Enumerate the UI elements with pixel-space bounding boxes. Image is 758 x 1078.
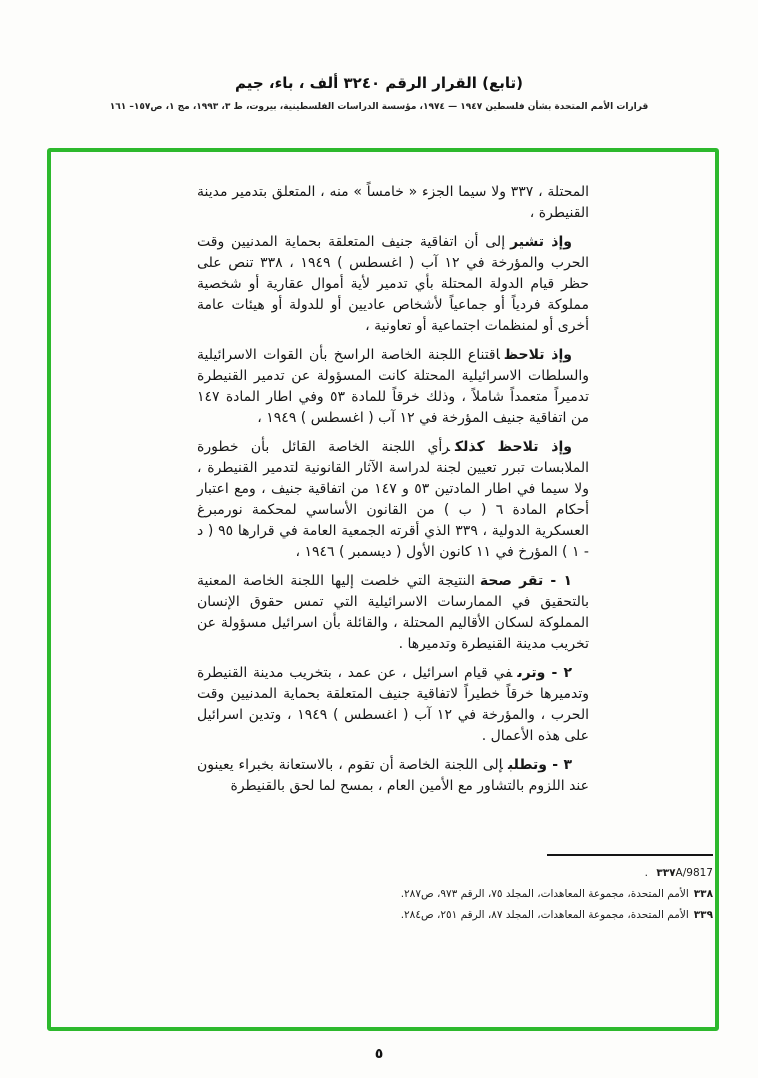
footnote-number: ٣٣٨ xyxy=(693,888,713,900)
footnote-text: الأمم المتحدة، مجموعة المعاهدات، المجلد ٧٥، الرقم ٩٧٣، ص٢٨٧. xyxy=(400,888,689,900)
paragraph-lead: وإذ تلاحظ كذلك xyxy=(455,439,572,455)
paragraph-text: النتيجة التي خلصت إليها اللجنة الخاصة المعنية بالتحقيق في الممارسات الاسرائيلية التي تمس حقوق الإنسان المملوكة لسكان الأقاليم المحتلة ، والقائلة بأن اسرائيل مسؤولة عن تخريب مدينة القنيطرة وتدميرها . xyxy=(197,573,589,652)
paragraph-lead: ٣ - وتطلب xyxy=(507,757,572,773)
resolution-text-block xyxy=(197,182,589,805)
paragraph-text: إلى أن اتفاقية جنيف المتعلقة بحماية المدنيين وقت الحرب والمؤرخة في ١٢ آب ( اغسطس ) ١٩٤٩ ، ٣٣٨ تنص على حظر قيام الدولة المحتلة بأي تدمير لأية أموال عقارية أو شخصية مملوكة فردياً أو جماعياً لأشخاص عاديين أو للدولة أو هيئات عامة أخرى أو لمنظمات اجتماعية أو تعاونية ، xyxy=(197,234,589,334)
paragraph-text: المحتلة ، ٣٣٧ ولا سيما الجزء « خامساً » منه ، المتعلق بتدمير مدينة القنيطرة ، xyxy=(197,184,589,221)
body-paragraph-numbered-2 xyxy=(197,663,589,747)
body-paragraph xyxy=(197,232,589,337)
paragraph-text: إلى اللجنة الخاصة أن تقوم ، بالاستعانة بخبراء يعينون عند اللزوم بالتشاور مع الأمين العام ، بمسح لما لحق بالقنيطرة xyxy=(197,757,589,794)
footnote-337 xyxy=(418,863,713,884)
paragraph-lead: وإذ تلاحظ xyxy=(504,347,572,363)
footnotes-block xyxy=(400,854,713,926)
document-header xyxy=(0,74,758,112)
paragraph-text: اقتناع اللجنة الخاصة الراسخ بأن القوات الاسرائيلية والسلطات الاسرائيلية المحتلة كانت المسؤولة عن تدمير القنيطرة تدميراً متعمداً شاملاً ، وذلك خرقاً للمادة ٥٣ وفي اطار المادة ١٤٧ من اتفاقية جنيف المؤرخة في ١٢ آب ( اغسطس ) ١٩٤٩ ، xyxy=(197,347,589,426)
paragraph-lead: ١ - تقر صحة xyxy=(479,573,572,589)
body-paragraph-numbered-3 xyxy=(197,755,589,797)
document-source-citation: قرارات الأمم المتحدة بشأن فلسطين ١٩٤٧ — ١٩٧٤، مؤسسة الدراسات الفلسطينية، بيروت، ط ٣، ١٩٩٣، مج ١، ص١٥٧– ١٦١ xyxy=(109,102,649,112)
footnote-number: ٣٣٧ xyxy=(656,867,676,879)
document-title: (تابع) القرار الرقم ٣٢٤٠ ألف ، باء، جيم xyxy=(234,74,524,92)
footnote-339 xyxy=(400,905,713,926)
body-paragraph xyxy=(197,345,589,429)
green-border-frame xyxy=(47,148,719,1031)
footnote-number: ٣٣٩ xyxy=(693,909,713,921)
body-paragraph xyxy=(197,182,589,224)
footnote-divider-rule xyxy=(547,854,713,856)
paragraph-lead: وإذ تشير xyxy=(510,234,572,250)
paragraph-text: في قيام اسرائيل ، عن عمد ، بتخريب مدينة القنيطرة وتدميرها خرقاً خطيراً لاتفاقية جنيف المتعلقة بحماية المدنيين وقت الحرب ، والمؤرخة في ١٢ آب ( اغسطس ) ١٩٤٩ ، وتدين اسرائيل على هذه الأعمال . xyxy=(197,665,589,744)
footnote-text: الأمم المتحدة، مجموعة المعاهدات، المجلد ٨٧، الرقم ٢٥١، ص٢٨٤. xyxy=(400,909,689,921)
footnote-338 xyxy=(400,884,713,905)
page-number: ٥ xyxy=(374,1046,384,1062)
body-paragraph-numbered-1 xyxy=(197,571,589,655)
paragraph-text: رأي اللجنة الخاصة القائل بأن خطورة الملابسات تبرر تعيين لجنة لدراسة الآثار القانونية لتدمير القنيطرة ، ولا سيما في اطار المادتين ٥٣ و ١٤٧ من اتفاقية جنيف ، ومع اعتبار أحكام المادة ٦ ( ب ) من القانون الأساسي لمحكمة نورمبرغ العسكرية الدولية ، ٣٣٩ الذي أقرته الجمعية العامة في قرارها ٩٥ ( د - ١ ) المؤرخ في ١١ كانون الأول ( ديسمبر ) ١٩٤٦ ، xyxy=(197,439,589,560)
paragraph-lead: ٢ - وترى xyxy=(517,665,573,681)
body-paragraph xyxy=(197,437,589,563)
footnote-text: A/9817 . xyxy=(644,867,713,879)
